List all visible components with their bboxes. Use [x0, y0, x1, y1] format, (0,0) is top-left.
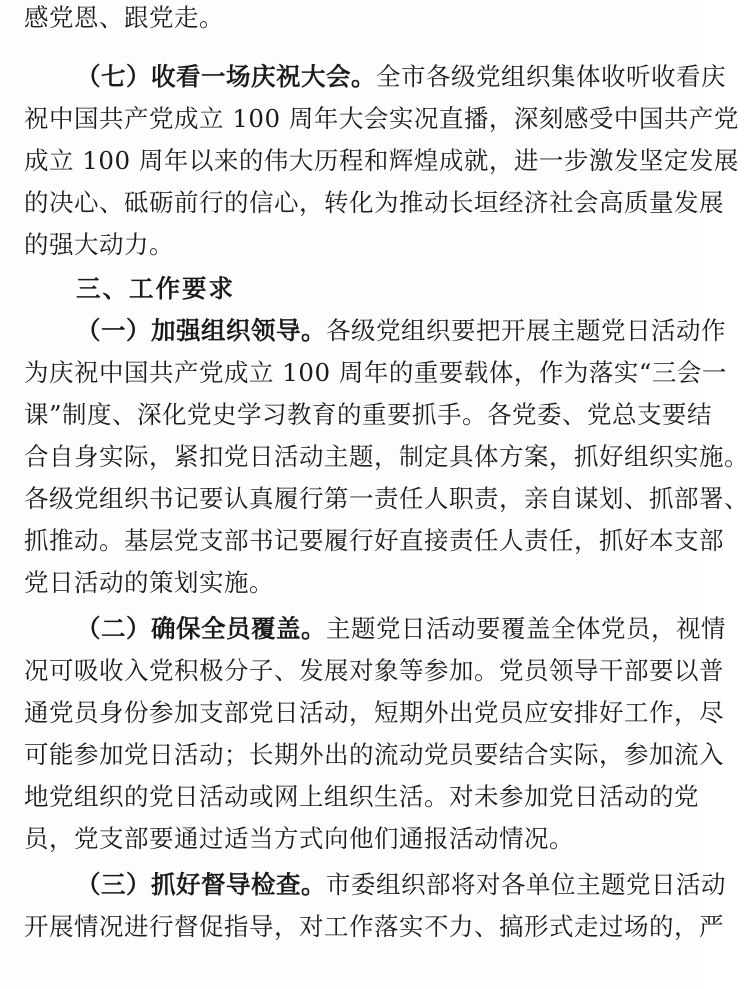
- text-line-21: [76, 868, 726, 902]
- line-text: 通党员身份参加支部党日活动，短期外出党员应安排好工作，尽: [24, 698, 724, 727]
- line-text: 的强大动力。: [24, 230, 174, 259]
- text-line-2: [76, 60, 726, 94]
- text-line-6: [24, 228, 684, 262]
- text-line-10: [24, 398, 713, 432]
- line-text: 各级党组织书记要认真履行第一责任人职责，亲自谋划、抓部署、: [24, 484, 749, 513]
- line-text: 况可吸收入党积极分子、发展对象等参加。党员领导干部要以普: [24, 656, 724, 685]
- line-text: 党日活动的策划实施。: [24, 568, 274, 597]
- text-line-16: [24, 654, 724, 688]
- line-text: 抓推动。基层党支部书记要履行好直接责任人责任，抓好本支部: [24, 526, 724, 555]
- section-heading-text: 三、工作要求: [76, 274, 235, 303]
- line-text: 各级党组织要把开展主题党日活动作: [326, 316, 726, 345]
- line-text: 感党恩、跟党走。: [24, 3, 224, 32]
- text-line-3: [24, 102, 739, 136]
- line-text: 课”制度、深化党史学习教育的重要抓手。各党委、党总支要结: [24, 400, 713, 429]
- section-heading: [76, 272, 684, 306]
- line-text: 的决心、砥砺前行的信心，转化为推动长垣经济社会高质量发展: [24, 188, 724, 217]
- text-line-9: [24, 356, 727, 390]
- line-text: 地党组织的党日活动或网上组织生活。对未参加党日活动的党: [24, 782, 699, 811]
- text-line-19: [24, 780, 699, 814]
- line-text: 开展情况进行督促指导，对工作落实不力、搞形式走过场的，严: [24, 912, 724, 941]
- text-line-14: [24, 566, 684, 600]
- section-lead-3: （三）抓好督导检查。: [76, 870, 326, 899]
- text-line-22: [24, 910, 724, 944]
- line-text: 合自身实际，紧扣党日活动主题，制定具体方案，抓好组织实施。: [24, 442, 749, 471]
- text-line-1: [24, 1, 684, 35]
- line-text: 市委组织部将对各单位主题党日活动: [326, 870, 726, 899]
- text-line-15: [76, 612, 726, 646]
- line-text: 为庆祝中国共产党成立 100 周年的重要载体，作为落实“三会一: [24, 358, 727, 387]
- text-line-4: [24, 144, 739, 178]
- line-text: 全市各级党组织集体收听收看庆: [376, 62, 726, 91]
- text-line-11: [24, 440, 749, 474]
- section-lead-1: （一）加强组织领导。: [76, 316, 326, 345]
- text-line-12: [24, 482, 749, 516]
- text-line-5: [24, 186, 724, 220]
- line-text: 成立 100 周年以来的伟大历程和辉煌成就，进一步激发坚定发展: [24, 146, 739, 175]
- line-text: 主题党日活动要覆盖全体党员，视情: [326, 614, 726, 643]
- section-lead-2: （二）确保全员覆盖。: [76, 614, 326, 643]
- line-text: 可能参加党日活动；长期外出的流动党员要结合实际，参加流入: [24, 740, 724, 769]
- text-line-17: [24, 696, 724, 730]
- text-line-18: [24, 738, 724, 772]
- text-line-8: [76, 314, 726, 348]
- section-lead-7: （七）收看一场庆祝大会。: [76, 62, 376, 91]
- line-text: 祝中国共产党成立 100 周年大会实况直播，深刻感受中国共产党: [24, 104, 739, 133]
- text-line-13: [24, 524, 724, 558]
- line-text: 员，党支部要通过适当方式向他们通报活动情况。: [24, 824, 574, 853]
- text-line-20: [24, 822, 684, 856]
